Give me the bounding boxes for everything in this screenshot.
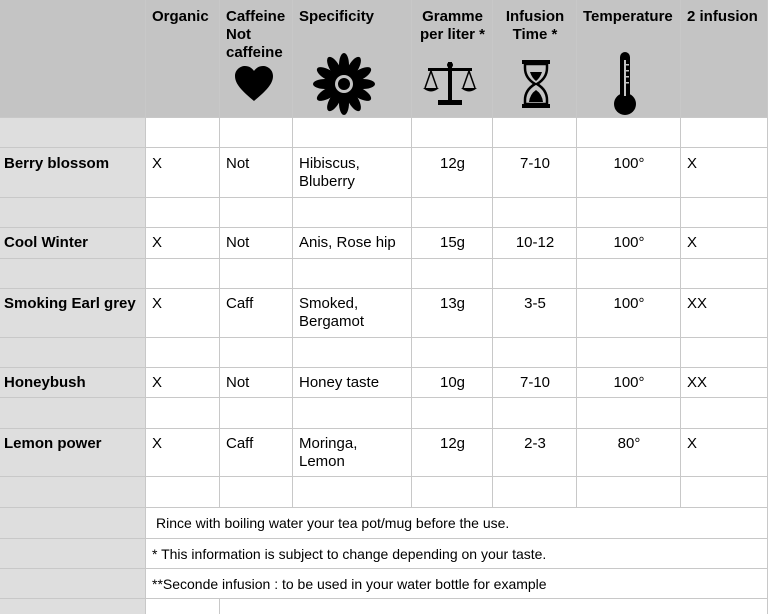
organic-cell <box>146 289 220 338</box>
spacer-side <box>0 398 146 429</box>
organic-value: X <box>152 234 163 251</box>
gramme-cell <box>412 289 493 338</box>
time-cell <box>493 148 577 198</box>
temperature-cell <box>577 429 681 477</box>
temperature-value: 100° <box>613 234 645 251</box>
caffeine-cell <box>220 429 293 477</box>
spacer-cell <box>412 338 493 368</box>
time-value: 7-10 <box>519 374 551 391</box>
header-caffeine: Caffeine Not caffeine <box>226 8 286 61</box>
header-infusion-time-cell <box>493 0 577 118</box>
header-specificity: Specificity <box>299 8 375 25</box>
temperature-cell <box>577 368 681 398</box>
temperature-value: 100° <box>613 295 645 312</box>
spacer-cell <box>220 259 293 289</box>
spacer-side <box>0 259 146 289</box>
specificity-value: Anis, Rose hip <box>299 234 396 251</box>
spacer-cell <box>493 118 577 148</box>
specificity-value: Moringa, Lemon <box>299 435 358 470</box>
spacer-cell <box>493 398 577 429</box>
organic-cell <box>146 429 220 477</box>
spacer-cell <box>293 477 412 508</box>
temperature-value: 80° <box>617 435 641 452</box>
time-cell <box>493 368 577 398</box>
table-row-name-cell <box>0 228 146 259</box>
spacer-cell <box>493 338 577 368</box>
spacer-cell <box>220 198 293 228</box>
note-text: **Seconde infusion : to be used in your water bottle for example <box>152 576 547 592</box>
spacer-side <box>0 118 146 148</box>
spacer-cell <box>146 338 220 368</box>
specificity-cell <box>293 228 412 259</box>
time-cell <box>493 289 577 338</box>
organic-cell <box>146 148 220 198</box>
note-text: * This information is subject to change depending on your taste. <box>152 546 547 562</box>
spacer-cell <box>412 259 493 289</box>
spacer-cell <box>681 198 768 228</box>
organic-value: X <box>152 295 163 312</box>
note-side <box>0 539 146 569</box>
temperature-value: 100° <box>613 374 645 391</box>
gramme-value: 10g <box>439 374 466 391</box>
second-infusion-value: X <box>687 435 698 452</box>
specificity-value: Hibiscus, Bluberry <box>299 155 360 190</box>
spacer-cell <box>412 118 493 148</box>
gramme-cell <box>412 368 493 398</box>
organic-value: X <box>152 155 163 172</box>
specificity-cell <box>293 289 412 338</box>
specificity-cell <box>293 368 412 398</box>
second-infusion-value: X <box>687 234 698 251</box>
spacer-cell <box>412 477 493 508</box>
caffeine-value: Not <box>226 234 250 251</box>
header-second-infusion-cell <box>681 0 768 118</box>
caffeine-cell <box>220 148 293 198</box>
spacer-side <box>0 477 146 508</box>
tea-name: Honeybush <box>4 374 86 391</box>
spacer-cell <box>412 198 493 228</box>
spacer-side <box>0 599 146 614</box>
spacer-cell <box>293 398 412 429</box>
spacer-cell <box>220 477 293 508</box>
spacer-cell <box>220 118 293 148</box>
spacer-cell <box>293 198 412 228</box>
organic-value: X <box>152 435 163 452</box>
gramme-value: 13g <box>439 295 466 312</box>
tea-name: Lemon power <box>4 435 102 452</box>
header-temperature: Temperature <box>583 8 673 25</box>
caffeine-value: Not <box>226 155 250 172</box>
thermometer-icon <box>613 52 637 116</box>
note-cell <box>146 569 768 599</box>
spacer-cell <box>681 477 768 508</box>
tea-name: Smoking Earl grey <box>4 295 136 312</box>
spacer-cell <box>220 398 293 429</box>
spacer-cell <box>577 338 681 368</box>
spacer-cell <box>577 477 681 508</box>
spacer-cell <box>146 477 220 508</box>
spacer-cell <box>293 118 412 148</box>
header-corner-cell <box>0 0 146 118</box>
time-cell <box>493 228 577 259</box>
header-infusion-time: Infusion Time * <box>505 8 565 43</box>
note-cell <box>146 508 768 539</box>
gramme-cell <box>412 148 493 198</box>
spacer-side <box>0 338 146 368</box>
organic-cell <box>146 368 220 398</box>
header-second-infusion: 2 infusion <box>687 8 758 25</box>
spacer-cell <box>577 118 681 148</box>
header-temperature-cell <box>577 0 681 118</box>
table-row-name-cell <box>0 368 146 398</box>
gramme-value: 15g <box>439 234 466 251</box>
specificity-cell <box>293 148 412 198</box>
temperature-value: 100° <box>613 155 645 172</box>
spacer-cell <box>146 599 220 614</box>
spacer-cell <box>146 259 220 289</box>
spacer-cell <box>220 599 768 614</box>
time-value: 2-3 <box>524 435 546 452</box>
gramme-value: 12g <box>439 155 466 172</box>
spacer-cell <box>681 118 768 148</box>
header-gramme-cell <box>412 0 493 118</box>
temperature-cell <box>577 228 681 259</box>
header-specificity-cell <box>293 0 412 118</box>
organic-value: X <box>152 374 163 391</box>
spacer-cell <box>146 198 220 228</box>
spacer-cell <box>293 338 412 368</box>
second-infusion-value: XX <box>687 295 708 312</box>
spacer-cell <box>146 398 220 429</box>
caffeine-value: Caff <box>226 295 254 312</box>
spacer-cell <box>293 259 412 289</box>
tea-name: Berry blossom <box>4 155 110 172</box>
spacer-cell <box>493 198 577 228</box>
caffeine-cell <box>220 368 293 398</box>
time-value: 10-12 <box>515 234 555 251</box>
caffeine-cell <box>220 228 293 259</box>
table-row-name-cell <box>0 289 146 338</box>
spacer-cell <box>220 338 293 368</box>
second-infusion-value: X <box>687 155 698 172</box>
table-row-name-cell <box>0 148 146 198</box>
header-gramme: Gramme per liter * <box>419 8 486 43</box>
spacer-cell <box>681 338 768 368</box>
spacer-cell <box>493 477 577 508</box>
specificity-value: Smoked, Bergamot <box>299 295 365 330</box>
table-row-name-cell <box>0 429 146 477</box>
spacer-cell <box>577 259 681 289</box>
temperature-cell <box>577 148 681 198</box>
hourglass-icon <box>522 60 550 108</box>
header-organic-cell <box>146 0 220 118</box>
heart-icon <box>234 66 274 102</box>
specificity-cell <box>293 429 412 477</box>
gramme-value: 12g <box>439 435 466 452</box>
second-infusion-cell <box>681 228 768 259</box>
gramme-cell <box>412 429 493 477</box>
header-organic: Organic <box>152 8 209 25</box>
caffeine-value: Caff <box>226 435 254 452</box>
spacer-cell <box>681 259 768 289</box>
temperature-cell <box>577 289 681 338</box>
spacer-cell <box>681 398 768 429</box>
second-infusion-cell <box>681 368 768 398</box>
spacer-cell <box>146 118 220 148</box>
second-infusion-cell <box>681 289 768 338</box>
note-side <box>0 569 146 599</box>
note-text: Rince with boiling water your tea pot/mug before the use. <box>156 515 510 531</box>
spacer-cell <box>577 198 681 228</box>
second-infusion-cell <box>681 429 768 477</box>
caffeine-value: Not <box>226 374 250 391</box>
note-side <box>0 508 146 539</box>
specificity-value: Honey taste <box>299 374 380 391</box>
organic-cell <box>146 228 220 259</box>
spacer-cell <box>577 398 681 429</box>
spacer-side <box>0 198 146 228</box>
caffeine-cell <box>220 289 293 338</box>
gramme-cell <box>412 228 493 259</box>
note-cell <box>146 539 768 569</box>
flower-icon <box>312 52 376 116</box>
second-infusion-value: XX <box>687 374 708 391</box>
time-value: 3-5 <box>524 295 546 312</box>
header-caffeine-cell <box>220 0 293 118</box>
spacer-cell <box>493 259 577 289</box>
second-infusion-cell <box>681 148 768 198</box>
spacer-cell <box>412 398 493 429</box>
tea-name: Cool Winter <box>4 234 89 251</box>
time-cell <box>493 429 577 477</box>
time-value: 7-10 <box>519 155 551 172</box>
scale-icon <box>422 60 478 108</box>
